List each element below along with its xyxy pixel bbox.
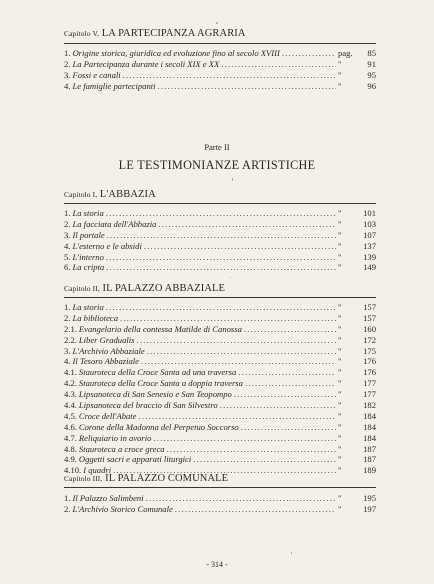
entry-title: Il portale xyxy=(72,229,105,240)
dot-leader xyxy=(234,389,336,400)
entry-title: Le famiglie partecipanti xyxy=(72,80,156,91)
entry-ditto: " xyxy=(338,503,342,514)
dot-leader xyxy=(282,48,336,59)
toc-entry xyxy=(64,389,376,400)
entry-page: 157 xyxy=(363,312,376,323)
dot-leader xyxy=(158,81,336,92)
entry-title: Liber Gradualis xyxy=(78,334,135,345)
paper-speck xyxy=(291,552,292,554)
paper-speck xyxy=(216,22,218,24)
entry-page: 101 xyxy=(363,208,376,218)
entry-title: L'interno xyxy=(72,251,104,262)
entry-title: Croce dell'Abate xyxy=(78,410,137,421)
toc-entry xyxy=(64,335,376,346)
entry-title: Stauroteca della Croce Santa ad una traversa xyxy=(78,367,237,378)
entry-number: 2.1. xyxy=(64,323,77,334)
toc-entry xyxy=(64,346,376,357)
chapter-ii-list xyxy=(64,302,376,476)
entry-number: 1. xyxy=(64,493,71,503)
entry-ditto: " xyxy=(338,229,342,240)
toc-entry xyxy=(64,454,376,465)
toc-entry xyxy=(64,367,376,378)
entry-page: 177 xyxy=(363,389,376,400)
entry-title: Oggetti sacri e apparati liturgici xyxy=(78,454,192,465)
dot-leader xyxy=(241,422,336,433)
chapter-iii-heading xyxy=(64,473,228,484)
dot-leader xyxy=(175,504,336,515)
dot-leader xyxy=(106,262,336,273)
entry-number: 3. xyxy=(64,345,71,356)
chapter-rule xyxy=(64,203,376,204)
entry-ditto: " xyxy=(338,493,342,503)
part-title: LE TESTIMONIANZE ARTISTICHE xyxy=(118,158,316,172)
toc-entry xyxy=(64,444,376,455)
toc-entry xyxy=(64,378,376,389)
toc-entry xyxy=(64,433,376,444)
chapter-prefix: Capitolo I, xyxy=(64,190,98,199)
toc-entry xyxy=(64,262,376,273)
dot-leader xyxy=(147,346,336,357)
entry-ditto: " xyxy=(338,262,342,273)
entry-title: Lipsanoteca di San Senesio e San Teopompo xyxy=(78,389,232,400)
entry-ditto: " xyxy=(338,367,342,378)
entry-ditto: " xyxy=(338,218,342,229)
toc-entry xyxy=(64,422,376,433)
dot-leader xyxy=(123,70,336,81)
dot-leader xyxy=(141,356,336,367)
entry-page: 184 xyxy=(363,410,376,421)
entry-page: 187 xyxy=(363,443,376,454)
chapter-ii-heading xyxy=(64,283,225,294)
toc-entry xyxy=(64,302,376,313)
dot-leader xyxy=(107,230,336,241)
dot-leader xyxy=(238,367,336,378)
entry-title: La facciata dell'Abbazia xyxy=(72,218,157,229)
entry-title: Lipsanoteca del braccio di San Silvestro xyxy=(78,400,218,411)
toc-entry xyxy=(64,252,376,263)
toc-entry xyxy=(64,493,376,504)
entry-page: 177 xyxy=(363,378,376,389)
toc-entry xyxy=(64,241,376,252)
dot-leader xyxy=(144,241,336,252)
toc-entry xyxy=(64,313,376,324)
entry-ditto: " xyxy=(338,302,342,312)
entry-page: 197 xyxy=(363,503,376,514)
entry-page: 85 xyxy=(367,48,376,58)
toc-entry xyxy=(64,70,376,81)
entry-ditto: " xyxy=(338,410,342,421)
entry-page: 182 xyxy=(363,400,376,411)
entry-number: 4. xyxy=(64,356,71,367)
entry-number: 1. xyxy=(64,48,71,58)
entry-ditto: " xyxy=(338,208,342,218)
dot-leader xyxy=(139,411,337,422)
entry-ditto: " xyxy=(338,432,342,443)
entry-page: 172 xyxy=(363,334,376,345)
entry-number: 4. xyxy=(64,80,71,91)
dot-leader xyxy=(167,444,336,455)
chapter-title: IL PALAZZO COMUNALE xyxy=(105,473,229,484)
entry-ditto: " xyxy=(338,443,342,454)
entry-page: 195 xyxy=(363,493,376,503)
entry-number: 4.9. xyxy=(64,454,77,465)
toc-entry xyxy=(64,324,376,335)
dot-leader xyxy=(137,335,336,346)
entry-page: 189 xyxy=(363,465,376,476)
entry-ditto: " xyxy=(338,400,342,411)
chapter-title: LA PARTECIPANZA AGRARIA xyxy=(101,28,246,39)
entry-number: 2. xyxy=(64,312,71,323)
entry-title: Il Palazzo Salimbeni xyxy=(72,493,144,503)
entry-number: 3. xyxy=(64,229,71,240)
dot-leader xyxy=(221,59,336,70)
entry-title: Fossi e canali xyxy=(72,69,121,80)
chapter-v-heading xyxy=(64,28,246,39)
entry-number: 5. xyxy=(64,251,71,262)
entry-title: L'esterno e le absidi xyxy=(72,240,142,251)
entry-number: 4.10. xyxy=(64,465,82,476)
entry-ditto: " xyxy=(338,334,342,345)
entry-number: 1. xyxy=(64,208,71,218)
dot-leader xyxy=(158,219,336,230)
entry-title: La storia xyxy=(72,302,104,312)
entry-number: 4.6. xyxy=(64,421,77,432)
entry-page: 103 xyxy=(363,218,376,229)
entry-number: 4.7. xyxy=(64,432,77,443)
entry-ditto: " xyxy=(338,345,342,356)
entry-title: Il Tesoro Abbaziale xyxy=(72,356,139,367)
entry-page: 176 xyxy=(363,367,376,378)
entry-ditto: " xyxy=(338,378,342,389)
entry-number: 4.8. xyxy=(64,443,77,454)
entry-number: 2. xyxy=(64,58,71,69)
entry-page: 157 xyxy=(363,302,376,312)
toc-entry xyxy=(64,81,376,92)
part-label: Parte II xyxy=(204,142,230,152)
dot-leader xyxy=(106,252,336,263)
toc-entry xyxy=(64,504,376,515)
entry-title: Reliquiario in avorio xyxy=(78,432,152,443)
toc-entry xyxy=(64,48,376,59)
entry-number: 1. xyxy=(64,302,71,312)
toc-entry xyxy=(64,59,376,70)
dot-leader xyxy=(146,493,336,504)
entry-ditto: " xyxy=(338,58,342,69)
entry-ditto: " xyxy=(338,251,342,262)
entry-title: L'Archivio Abbaziale xyxy=(72,345,145,356)
dot-leader xyxy=(245,378,336,389)
entry-ditto: " xyxy=(338,240,342,251)
paper-speck xyxy=(230,277,231,278)
dot-leader xyxy=(193,454,336,465)
toc-entry xyxy=(64,400,376,411)
entry-ditto: " xyxy=(338,69,342,80)
chapter-rule xyxy=(64,487,376,488)
dot-leader xyxy=(120,313,336,324)
entry-page: 175 xyxy=(363,345,376,356)
entry-title: La biblioteca xyxy=(72,312,119,323)
entry-number: 4.3. xyxy=(64,389,77,400)
entry-number: 2.2. xyxy=(64,334,77,345)
entry-title: Stauroteca della Croce Santa a doppia traversa xyxy=(78,378,243,389)
toc-entry xyxy=(64,356,376,367)
entry-page: 184 xyxy=(363,432,376,443)
toc-entry xyxy=(64,411,376,422)
toc-entry xyxy=(64,208,376,219)
chapter-prefix: Capitolo V, xyxy=(64,29,99,38)
entry-ditto: " xyxy=(338,465,342,476)
entry-number: 4.5. xyxy=(64,410,77,421)
entry-page: 107 xyxy=(363,229,376,240)
entry-number: 4. xyxy=(64,240,71,251)
chapter-v-list xyxy=(64,48,376,92)
entry-title: Corone della Madonna del Perpetuo Soccorso xyxy=(78,421,239,432)
entry-title: Evangelario della contessa Matilde di Canossa xyxy=(78,323,242,334)
entry-number: 2. xyxy=(64,218,71,229)
entry-ditto: " xyxy=(338,312,342,323)
entry-page: 184 xyxy=(363,421,376,432)
entry-page: 187 xyxy=(363,454,376,465)
entry-ditto: " xyxy=(338,80,342,91)
chapter-title: IL PALAZZO ABBAZIALE xyxy=(102,283,226,294)
entry-page: 176 xyxy=(363,356,376,367)
entry-ditto: " xyxy=(338,389,342,400)
chapter-prefix: Capitolo II, xyxy=(64,284,100,293)
chapter-title: L'ABBAZIA xyxy=(99,189,156,200)
entry-page: 149 xyxy=(363,262,376,273)
entry-ditto: " xyxy=(338,421,342,432)
toc-entry xyxy=(64,219,376,230)
chapter-i-list xyxy=(64,208,376,273)
entry-ditto: " xyxy=(338,356,342,367)
paper-speck xyxy=(232,178,233,181)
entry-title: L'Archivio Storico Comunale xyxy=(72,503,173,514)
toc-entry xyxy=(64,230,376,241)
chapter-rule xyxy=(64,297,376,298)
entry-ditto: pag. xyxy=(338,48,353,58)
entry-title: La storia xyxy=(72,208,104,218)
dot-leader xyxy=(244,324,336,335)
entry-title: I quadri xyxy=(83,465,112,476)
chapter-iii-list xyxy=(64,493,376,515)
entry-number: 4.2. xyxy=(64,378,77,389)
entry-title: La Partecipanza durante i secoli XIX e XX xyxy=(72,58,220,69)
entry-page: 160 xyxy=(363,323,376,334)
entry-page: 96 xyxy=(367,80,376,91)
chapter-rule xyxy=(64,43,376,44)
chapter-prefix: Capitolo III, xyxy=(64,474,103,483)
dot-leader xyxy=(153,433,336,444)
entry-number: 6. xyxy=(64,262,71,273)
entry-title: La cripta xyxy=(72,262,105,273)
entry-page: 95 xyxy=(367,69,376,80)
entry-number: 3. xyxy=(64,69,71,80)
entry-number: 4.1. xyxy=(64,367,77,378)
dot-leader xyxy=(106,302,336,313)
entry-number: 4.4. xyxy=(64,400,77,411)
entry-ditto: " xyxy=(338,323,342,334)
page-number: - 314 - xyxy=(206,560,228,569)
entry-ditto: " xyxy=(338,454,342,465)
chapter-i-heading xyxy=(64,189,156,200)
entry-title: Stauroteca a croce greca xyxy=(78,443,165,454)
dot-leader xyxy=(106,208,336,219)
dot-leader xyxy=(220,400,336,411)
entry-page: 91 xyxy=(367,58,376,69)
entry-page: 139 xyxy=(363,251,376,262)
entry-page: 137 xyxy=(363,240,376,251)
entry-title: Origine storica, giuridica ed evoluzione fino al secolo XVIII xyxy=(72,48,280,58)
entry-number: 2. xyxy=(64,503,71,514)
